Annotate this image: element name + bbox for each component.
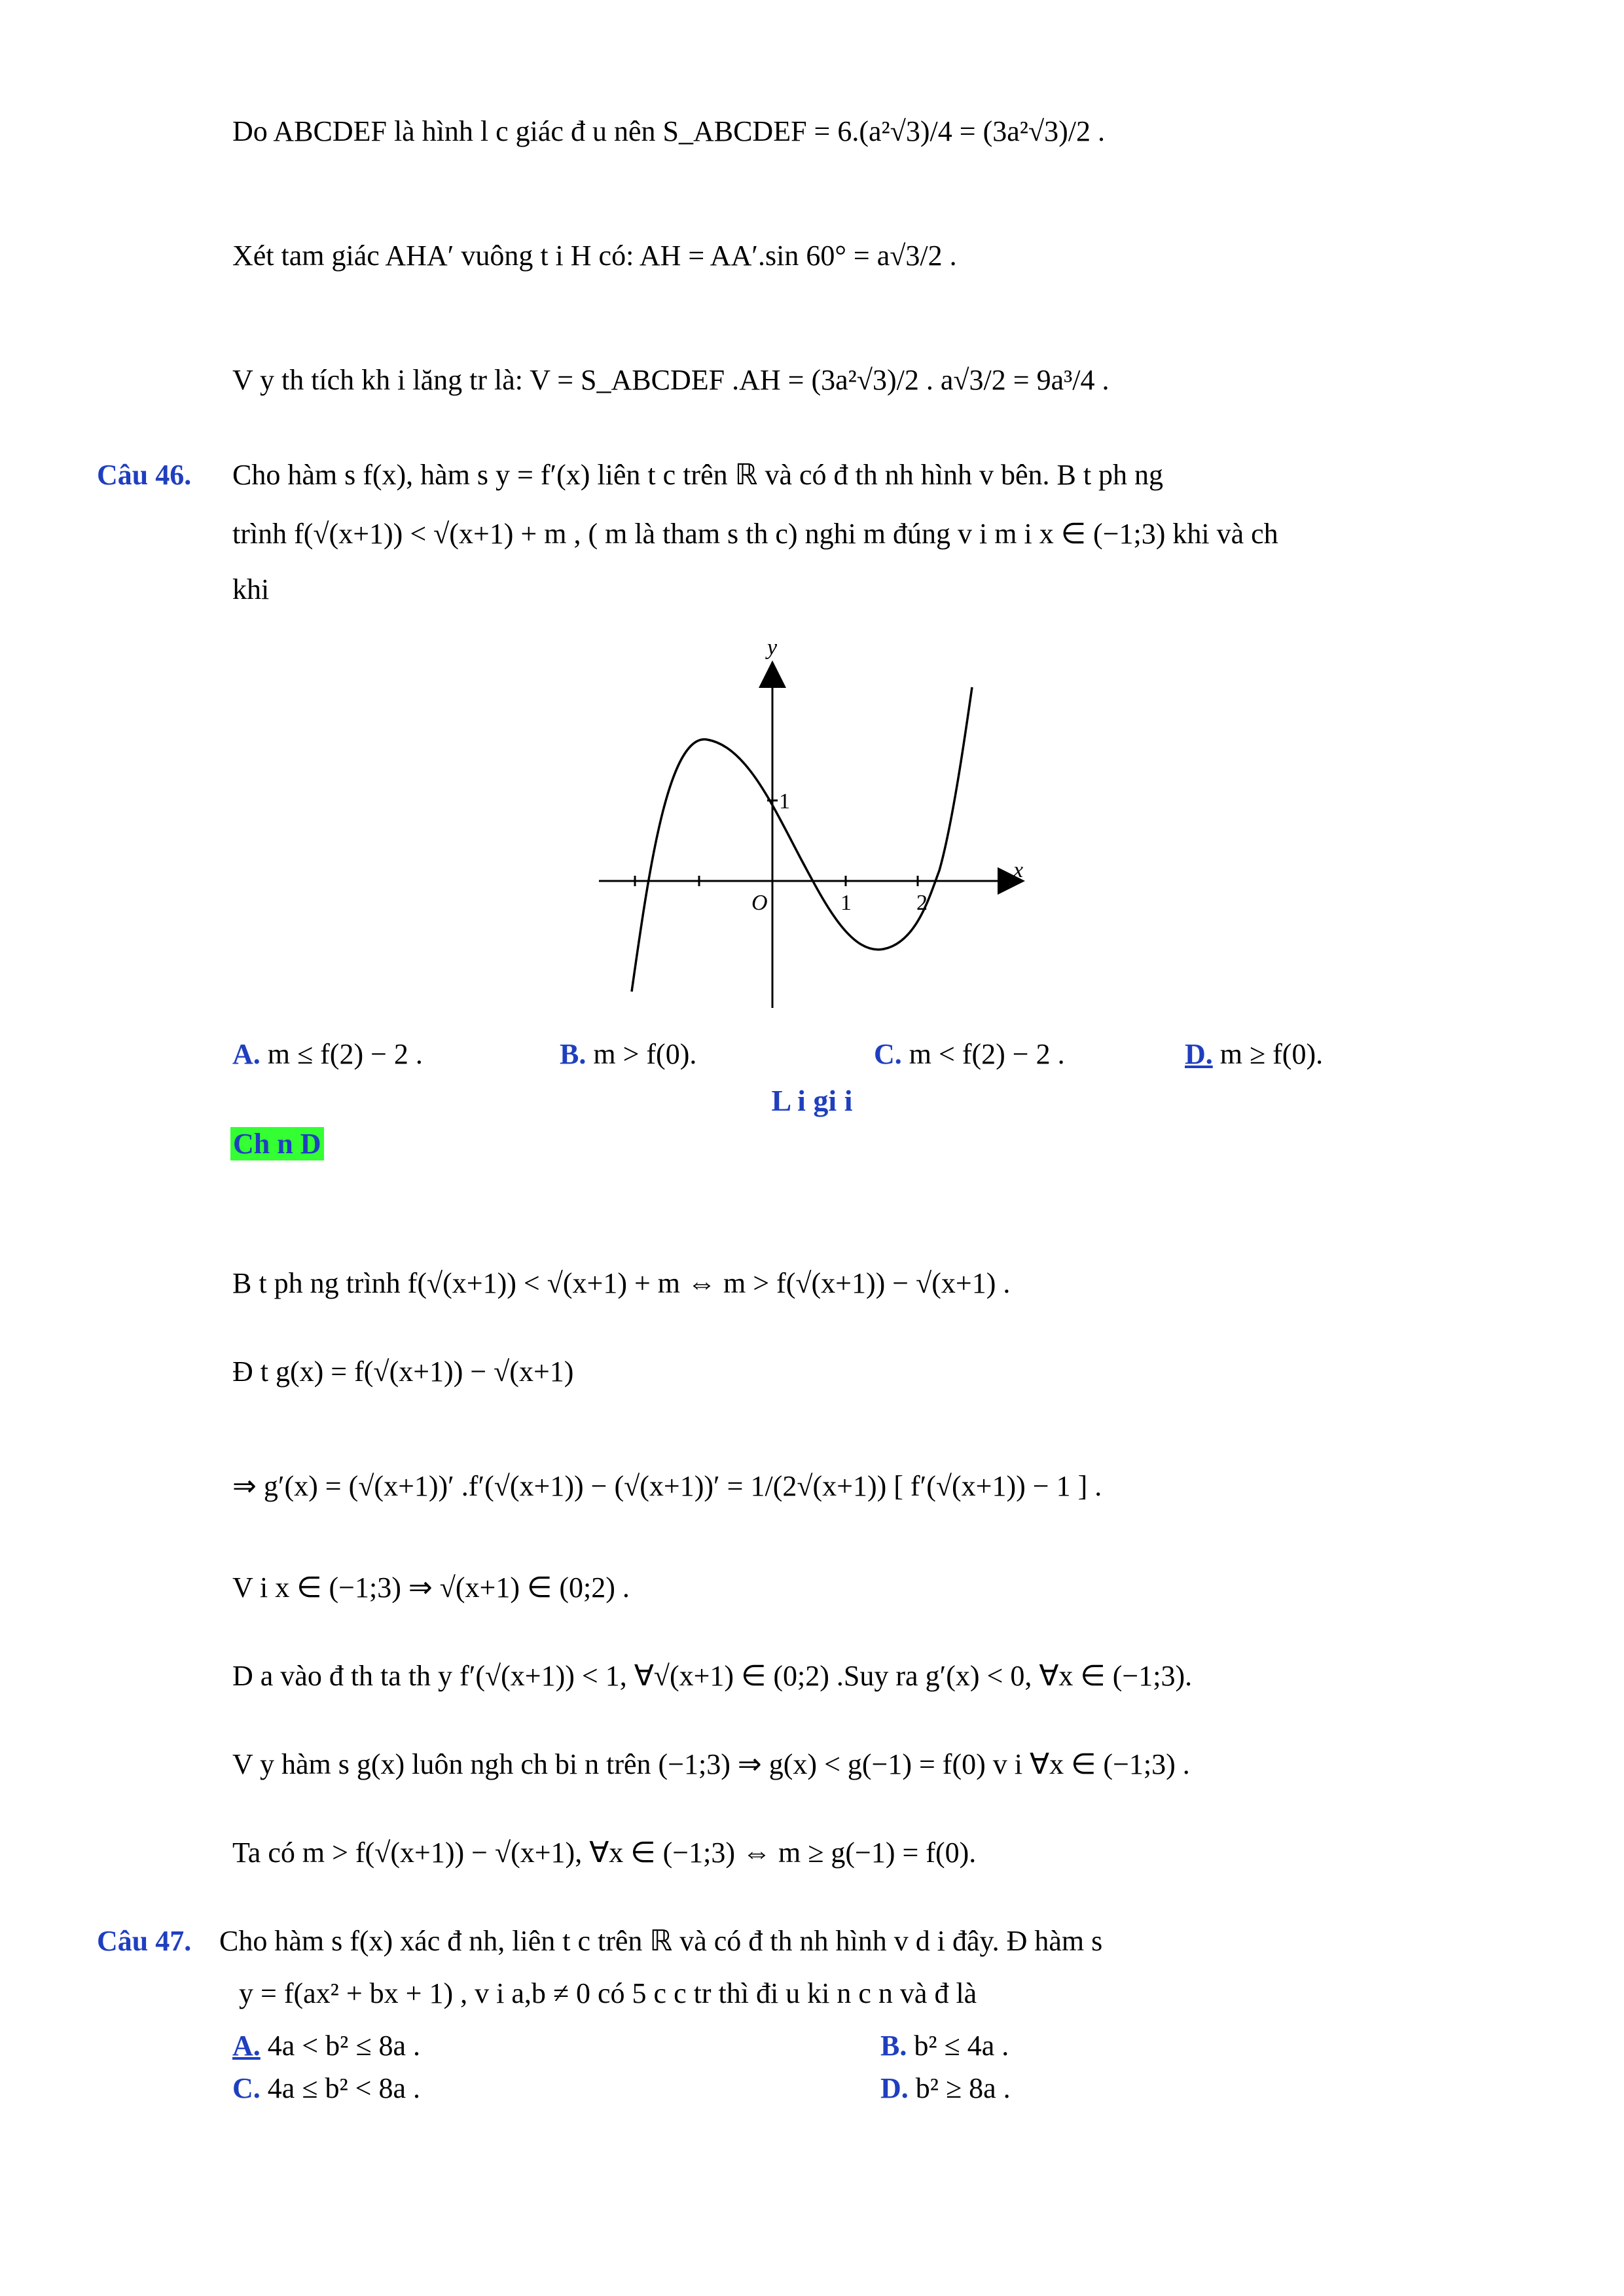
option-a-text: m ≤ f(2) − 2 .: [267, 1038, 423, 1070]
question-46-line-3: khi: [232, 573, 270, 605]
question-46-label: Câu 46.: [97, 459, 192, 491]
question-47-line-1: Cho hàm s f(x) xác đ nh, liên t c trên ℝ và có đ th nh hình v d i đây. Đ hàm s: [219, 1925, 1103, 1957]
q47-option-b-text: b² ≤ 4a .: [914, 2030, 1009, 2062]
x-axis-label: x: [1013, 858, 1024, 882]
q47-option-c-text: 4a ≤ b² < 8a .: [267, 2072, 420, 2104]
option-d-label: D.: [1185, 1038, 1213, 1070]
option-c-text: m < f(2) − 2 .: [909, 1038, 1065, 1070]
option-a[interactable]: [232, 1037, 423, 1072]
q47-option-a-text: 4a < b² ≤ 8a .: [267, 2030, 420, 2062]
tick-x-2-label: 2: [916, 891, 928, 915]
solution-line-2: Đ t g(x) = f(√(x+1)) − √(x+1): [232, 1355, 574, 1388]
question-46-line-2: trình f(√(x+1)) < √(x+1) + m , ( m là tham s th c) nghi m đúng v i m i x ∈ (−1;3) khi và ch: [232, 518, 1278, 550]
q47-option-c-label: C.: [232, 2072, 261, 2104]
q47-option-b-label: B.: [880, 2030, 907, 2062]
q47-option-a-label: A.: [232, 2030, 261, 2062]
derivative-curve: [632, 687, 972, 992]
solution-line-3: ⇒ g′(x) = (√(x+1))′ .f′(√(x+1)) − (√(x+1))′ = 1/(2√(x+1)) [ f′(√(x+1)) − 1 ] .: [232, 1470, 1102, 1502]
derivative-graph: [576, 628, 1034, 1021]
q47-option-c[interactable]: [232, 2072, 420, 2106]
solution-line-4: V i x ∈ (−1;3) ⇒ √(x+1) ∈ (0;2) .: [232, 1571, 630, 1604]
option-d[interactable]: [1185, 1037, 1323, 1072]
q47-option-d[interactable]: [880, 2072, 1011, 2106]
q47-option-d-text: b² ≥ 8a .: [915, 2072, 1011, 2104]
solution-line-7: Ta có m > f(√(x+1)) − √(x+1), ∀x ∈ (−1;3) ⇔ m ≥ g(−1) = f(0).: [232, 1837, 977, 1869]
prev-line-2: Xét tam giác AHA′ vuông t i H có: AH = AA′.sin 60° = a√3/2 .: [232, 240, 957, 272]
question-47-label: Câu 47.: [97, 1925, 192, 1957]
question-46-line-1: Cho hàm s f(x), hàm s y = f′(x) liên t c trên ℝ và có đ th nh hình v bên. B t ph ng: [232, 459, 1164, 491]
q47-option-d-label: D.: [880, 2072, 909, 2104]
tick-x-1-label: 1: [840, 891, 852, 915]
q47-option-b[interactable]: [880, 2029, 1009, 2064]
option-c[interactable]: [874, 1037, 1065, 1072]
q47-option-a[interactable]: [232, 2029, 420, 2064]
prev-line-1: Do ABCDEF là hình l c giác đ u nên S_ABCDEF = 6.(a²√3)/4 = (3a²√3)/2 .: [232, 115, 1105, 147]
solution-line-6: V y hàm s g(x) luôn ngh ch bi n trên (−1;3) ⇒ g(x) < g(−1) = f(0) v i ∀x ∈ (−1;3) .: [232, 1748, 1190, 1780]
option-b-text: m > f(0).: [593, 1038, 697, 1070]
solution-line-5: D a vào đ th ta th y f′(√(x+1)) < 1, ∀√(x+1) ∈ (0;2) .Suy ra g′(x) < 0, ∀x ∈ (−1;3).: [232, 1660, 1193, 1692]
question-47-line-2: y = f(ax² + bx + 1) , v i a,b ≠ 0 có 5 c c tr thì đi u ki n c n và đ là: [239, 1977, 977, 2009]
option-c-label: C.: [874, 1038, 902, 1070]
prev-line-3: V y th tích kh i lăng tr là: V = S_ABCDEF .AH = (3a²√3)/2 . a√3/2 = 9a³/4 .: [232, 364, 1110, 396]
tick-y-1-label: 1: [779, 789, 790, 814]
y-axis-label: y: [767, 636, 778, 660]
option-b[interactable]: [560, 1037, 696, 1072]
option-a-label: A.: [232, 1038, 261, 1070]
origin-label: O: [751, 891, 768, 915]
option-b-label: B.: [560, 1038, 586, 1070]
chosen-answer: Ch n D: [230, 1127, 324, 1160]
solution-line-1: B t ph ng trình f(√(x+1)) < √(x+1) + m ⇔ m > f(√(x+1)) − √(x+1) .: [232, 1267, 1011, 1299]
solution-title: L i gi i: [771, 1084, 853, 1117]
option-d-text: m ≥ f(0).: [1219, 1038, 1324, 1070]
